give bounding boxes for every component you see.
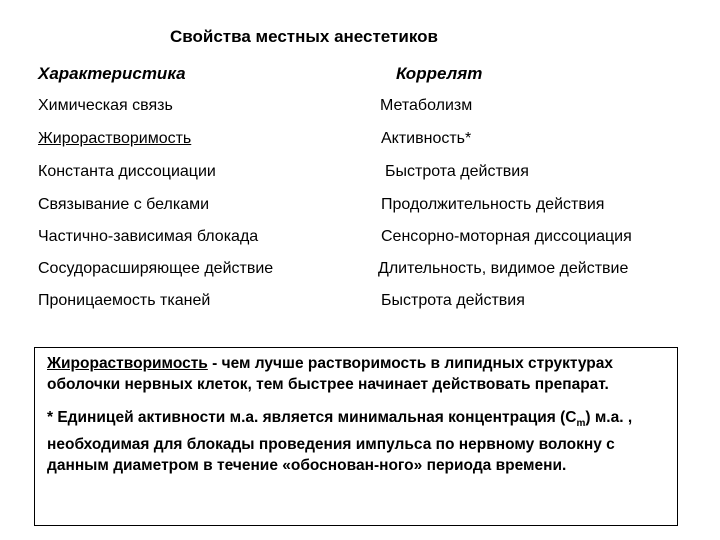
note-text: - чем лучше растворимость в липидных структурах оболочки нервных клеток, тем быстрее начинает действовать препарат. — [47, 355, 613, 393]
characteristic-cell: Сосудорасширяющее действие — [38, 260, 274, 277]
column-header-correlate: Коррелят — [396, 64, 483, 83]
note-term: Жирорастворимость — [47, 355, 208, 372]
note-subscript: m — [576, 418, 586, 430]
note-activity — [47, 407, 665, 476]
column-header-characteristic: Характеристика — [38, 64, 186, 83]
correlate-cell: Длительность, видимое действие — [378, 260, 629, 277]
correlate-cell: Метаболизм — [380, 97, 473, 114]
characteristic-cell: Константа диссоциации — [38, 163, 216, 180]
characteristic-cell: Связывание с белками — [38, 196, 210, 213]
characteristic-cell: Проницаемость тканей — [38, 292, 211, 309]
note-lipid-solubility — [47, 353, 665, 395]
note-text: * Единицей активности м.а. является минимальная концентрация (C — [47, 409, 577, 426]
note-text: ) м.а. , необходимая для блокады проведения импульса по нервному волокну с данным диаметром в течение «обоснован-ного» периода времени. — [47, 409, 633, 475]
correlate-cell: Сенсорно-моторная диссоциация — [381, 228, 632, 245]
slide-title: Свойства местных анестетиков — [170, 27, 438, 46]
characteristic-cell: Частично-зависимая блокада — [38, 228, 259, 245]
correlate-cell: Продолжительность действия — [381, 196, 605, 213]
correlate-cell: Быстрота действия — [381, 292, 525, 309]
correlate-cell: Активность* — [381, 130, 472, 147]
correlate-cell: Быстрота действия — [385, 163, 529, 180]
characteristic-cell: Химическая связь — [38, 97, 173, 114]
notes-box — [34, 347, 678, 526]
characteristic-cell: Жирорастворимость — [38, 130, 192, 147]
